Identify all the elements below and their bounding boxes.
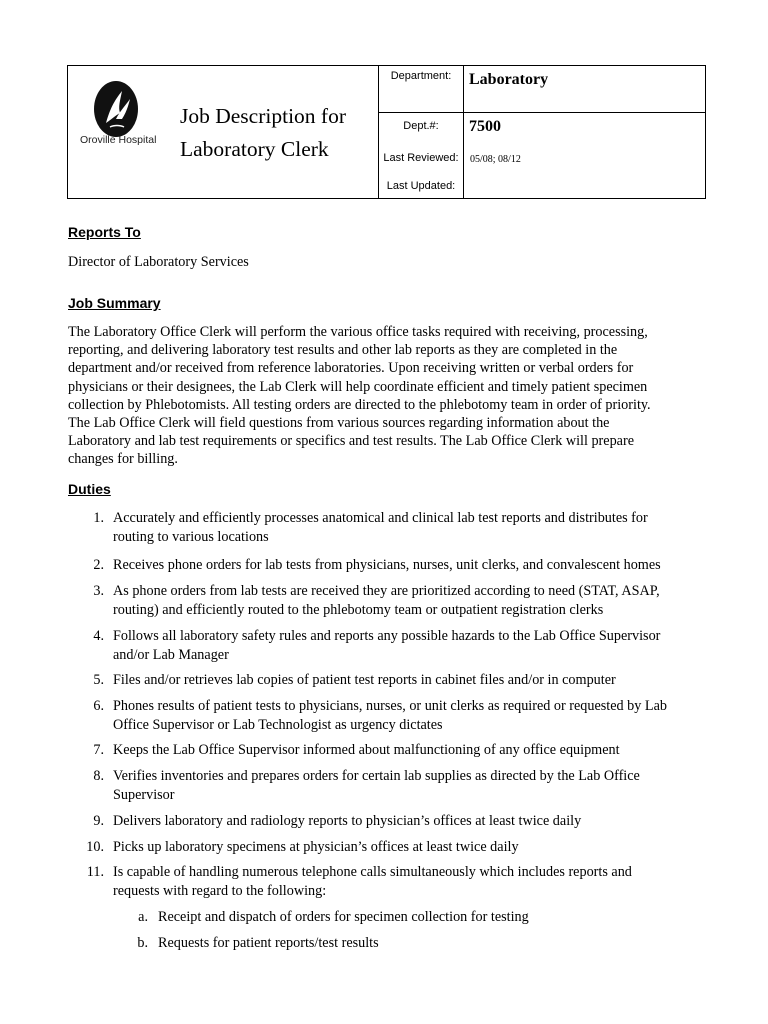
department-label: Department:	[390, 70, 452, 82]
duty-number: 5.	[93, 672, 104, 688]
dept-num-label: Dept.#:	[403, 120, 439, 132]
summary-line: changes for billing.	[68, 451, 178, 468]
duty-text-line: requests with regard to the following:	[113, 882, 327, 899]
duty-text	[113, 509, 703, 546]
duty-text	[113, 838, 703, 857]
summary-line: department and/or received from reference laboratories. Upon receiving written or verbal orders for	[68, 360, 634, 377]
duty-text	[113, 767, 703, 804]
last-updated-label: Last Updated:	[386, 180, 456, 192]
duty-text-line: Follows all laboratory safety rules and reports any possible hazards to the Lab Office Supervisor	[113, 628, 661, 644]
last-reviewed-value: 05/08; 08/12	[470, 154, 521, 165]
duty-text-line: Office Supervisor or Lab Technologist as urgency dictates	[113, 716, 443, 733]
duty-number: 8.	[93, 768, 104, 784]
duty-text	[113, 671, 703, 690]
last-reviewed-label: Last Reviewed:	[383, 152, 459, 164]
divider	[463, 66, 464, 198]
summary-line: physicians or their designees, the Lab Clerk will help coordinate efficient and timely patient specimen	[68, 378, 648, 395]
reports-to-text: Director of Laboratory Services	[68, 254, 249, 270]
duty-number: 6.	[93, 698, 104, 714]
page-title	[180, 100, 380, 166]
summary-line: reporting, and delivering laboratory test results and other lab reports as they are completed in the	[68, 342, 618, 359]
reports-to-heading: Reports To	[68, 224, 141, 240]
duty-number: 3.	[93, 583, 104, 599]
department-value: Laboratory	[469, 71, 549, 88]
job-summary-heading: Job Summary	[68, 295, 161, 311]
job-summary-paragraph	[68, 323, 698, 469]
duty-number: 7.	[93, 742, 104, 758]
duty-number: 9.	[93, 813, 104, 829]
duty-text-line: routing) and efficiently routed to the phlebotomy team or outpatient registration clerks	[113, 601, 604, 618]
duty-text-line: Delivers laboratory and radiology reports to physician’s offices at least twice daily	[113, 813, 582, 829]
duty-text-line: Receives phone orders for lab tests from physicians, nurses, unit clerks, and convalescent homes	[113, 557, 661, 573]
duty-subitem-text: Receipt and dispatch of orders for specimen collection for testing	[158, 909, 529, 925]
duty-text	[113, 812, 703, 831]
duty-number: 10.	[86, 839, 104, 855]
hospital-logo-icon	[92, 79, 140, 139]
duty-text	[113, 863, 703, 900]
duty-text-line: Supervisor	[113, 786, 175, 803]
summary-line: The Laboratory Office Clerk will perform the various office tasks required with receiving, processing,	[68, 324, 648, 340]
duty-subitem-letter: b.	[137, 935, 148, 951]
duty-number: 11.	[86, 864, 104, 880]
summary-line: collection by Phlebotomists. All testing orders are directed to the phlebotomy team in order of priority.	[68, 396, 651, 413]
divider	[378, 112, 706, 113]
duty-text	[113, 582, 703, 619]
title-line-1: Job Description for	[180, 104, 346, 128]
document-header-table	[67, 65, 706, 199]
duty-number: 4.	[93, 628, 104, 644]
duty-text-line: and/or Lab Manager	[113, 646, 229, 663]
duty-text	[113, 627, 703, 664]
duty-text-line: Verifies inventories and prepares orders for certain lab supplies as directed by the Lab Office	[113, 768, 640, 784]
duty-text-line: Accurately and efficiently processes anatomical and clinical lab test reports and distributes for	[113, 510, 648, 526]
summary-line: Laboratory and lab test requirements or specifics and test results. The Lab Office Clerk will prepare	[68, 433, 634, 450]
duty-text-line: Keeps the Lab Office Supervisor informed about malfunctioning of any office equipment	[113, 742, 620, 758]
duty-subitem-letter: a.	[138, 909, 148, 925]
duty-text	[113, 697, 703, 734]
duty-text-line: Is capable of handling numerous telephone calls simultaneously which includes reports and	[113, 864, 632, 880]
hospital-logo-text: Oroville Hospital	[80, 134, 157, 146]
duty-text	[113, 556, 703, 575]
divider	[378, 66, 379, 198]
summary-line: The Lab Office Clerk will field questions from various sources regarding information about the	[68, 415, 610, 432]
duty-number: 1.	[93, 510, 104, 526]
title-line-2: Laboratory Clerk	[180, 137, 329, 161]
duty-text-line: routing to various locations	[113, 528, 269, 545]
duty-text-line: Phones results of patient tests to physicians, nurses, or unit clerks as required or requested by Lab	[113, 698, 667, 714]
duty-subitem-text: Requests for patient reports/test results	[158, 935, 379, 951]
duty-number: 2.	[93, 557, 104, 573]
duty-text-line: As phone orders from lab tests are received they are prioritized according to need (STAT, ASAP,	[113, 583, 660, 599]
duties-heading: Duties	[68, 481, 111, 497]
duty-text-line: Files and/or retrieves lab copies of patient test reports in cabinet files and/or in computer	[113, 672, 616, 688]
duty-text	[113, 741, 703, 760]
dept-num-value: 7500	[469, 118, 501, 135]
duty-text-line: Picks up laboratory specimens at physician’s offices at least twice daily	[113, 839, 519, 855]
